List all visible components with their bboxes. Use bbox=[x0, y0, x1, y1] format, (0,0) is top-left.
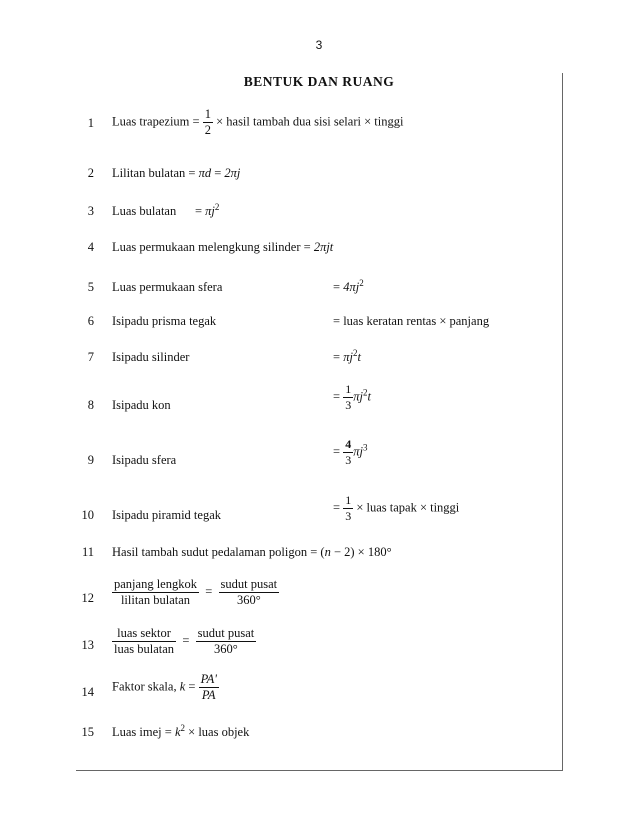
formula-expression: 2πjt bbox=[313, 240, 334, 254]
fraction-numerator: 1 bbox=[204, 107, 211, 121]
formula-expression: πj bbox=[205, 204, 215, 218]
formula-variable: k bbox=[179, 679, 186, 694]
bottom-border-line bbox=[76, 770, 563, 771]
fraction-denominator: 3 bbox=[345, 509, 352, 523]
formula-label: Lilitan bulatan bbox=[112, 166, 186, 180]
fraction-numerator: PA' bbox=[200, 672, 217, 686]
formula-number: 3 bbox=[87, 204, 94, 218]
formula-variable: k bbox=[174, 725, 181, 739]
fraction-denominator: 360° bbox=[236, 593, 261, 607]
formula-sphere-volume-label: Isipadu sfera bbox=[112, 453, 177, 467]
fraction-numerator: luas sektor bbox=[112, 626, 176, 642]
fraction bbox=[203, 107, 213, 138]
exponent: 2 bbox=[180, 723, 186, 733]
formula-number: 14 bbox=[81, 685, 94, 699]
formula-label: Luas permukaan melengkung silinder bbox=[112, 240, 301, 254]
formula-sector-ratio: $\frac{\text{luas sektor}}{\text{luas bulatan}}$ = $\frac{\text{sudut pusat}}{360^\circ}$ bbox=[114, 626, 255, 656]
fraction-numerator: 4 bbox=[345, 437, 352, 451]
formula-expression: πj bbox=[353, 444, 363, 459]
exponent: 3 bbox=[362, 442, 368, 453]
formula-sphere-volume: = $\frac{4}{3}$ $\pi j^3$ bbox=[333, 437, 368, 467]
formula-cone-volume: = $\frac{1}{3}$ $\pi j^2t$ bbox=[333, 382, 371, 412]
fraction bbox=[343, 382, 353, 413]
fraction-denominator: 3 bbox=[345, 453, 352, 467]
formula-arc-ratio: $\frac{\text{panjang lengkok}}{\text{lilitan bulatan}}$ = $\frac{\text{sudut pusat}}{360^\circ}$ bbox=[114, 577, 278, 607]
fraction-numerator: sudut pusat bbox=[220, 577, 278, 591]
fraction-denominator: 2 bbox=[204, 123, 211, 137]
formula-number: 15 bbox=[81, 725, 94, 739]
exponent: 2 bbox=[352, 348, 358, 358]
formula-expression: πj bbox=[343, 350, 353, 364]
formula-sphere-surface: = $4\pi j^2$ bbox=[333, 278, 364, 294]
exponent: 2 bbox=[362, 387, 368, 398]
formula-cylinder-volume: = $\pi j^2t$ bbox=[333, 348, 361, 364]
page-number: 3 bbox=[315, 38, 323, 52]
formula-label: Luas trapezium bbox=[112, 114, 190, 129]
fraction bbox=[112, 626, 176, 657]
fraction-numerator: sudut pusat bbox=[197, 626, 255, 640]
exponent: 2 bbox=[359, 278, 364, 288]
formula-rest: × hasil tambah dua sisi selari × tinggi bbox=[216, 114, 404, 129]
formula-polygon-interior-angles: Hasil tambah sudut pedalaman poligon = (n − 2) × 180° bbox=[112, 545, 392, 559]
formula-label: Hasil tambah sudut pedalaman poligon bbox=[112, 545, 308, 559]
formula-expression: ( bbox=[320, 545, 325, 559]
formula-expression: πd bbox=[198, 166, 212, 180]
formula-number: 13 bbox=[81, 638, 94, 652]
formula-number: 9 bbox=[87, 453, 94, 467]
formula-sphere-surface-label: Luas permukaan sfera bbox=[112, 280, 223, 294]
formula-number: 7 bbox=[87, 350, 94, 364]
formula-number: 11 bbox=[81, 545, 94, 559]
formula-variable: n bbox=[324, 545, 331, 559]
fraction-denominator: PA bbox=[201, 688, 216, 702]
formula-trapezium-area: Luas trapezium = $\frac{1}{2}$ × hasil tambah dua sisi selari × tinggi bbox=[112, 107, 404, 137]
formula-expression: luas keratan rentas × panjang bbox=[343, 314, 490, 328]
page-title: BENTUK DAN RUANG bbox=[243, 74, 395, 89]
formula-number: 4 bbox=[87, 240, 94, 254]
formula-cylinder-curved-surface: Luas permukaan melengkung silinder = 2πjt bbox=[112, 240, 334, 254]
formula-number: 5 bbox=[87, 280, 94, 294]
formula-image-area: Luas imej = $k^2$ × luas objek bbox=[112, 723, 250, 739]
right-border-line bbox=[562, 73, 563, 770]
fraction bbox=[199, 672, 219, 703]
fraction bbox=[196, 626, 257, 657]
formula-expression: πj bbox=[353, 389, 363, 404]
formula-pyramid-volume-label: Isipadu piramid tegak bbox=[112, 508, 221, 522]
fraction bbox=[343, 437, 353, 468]
formula-number: 1 bbox=[87, 116, 94, 130]
formula-number: 10 bbox=[81, 508, 94, 522]
fraction bbox=[343, 493, 353, 524]
fraction-denominator: 360° bbox=[214, 642, 238, 656]
fraction-denominator: luas bulatan bbox=[114, 642, 175, 656]
formula-expression: t bbox=[357, 350, 361, 364]
exponent: 2 bbox=[214, 202, 220, 212]
formula-prism-volume-label: Isipadu prisma tegak bbox=[112, 314, 217, 328]
formula-expression: − 2) × 180° bbox=[333, 545, 392, 559]
formula-expression: t bbox=[367, 389, 371, 404]
formula-expression: 4πj bbox=[343, 280, 360, 294]
formula-scale-factor: Faktor skala, k = $\frac{PA'}{PA}$ bbox=[112, 672, 217, 702]
formula-circle-circumference: Lilitan bulatan = πd = 2πj bbox=[112, 166, 241, 180]
formula-number: 8 bbox=[87, 398, 94, 412]
fraction-numerator: 1 bbox=[345, 382, 352, 396]
formula-number: 6 bbox=[87, 314, 94, 328]
formula-circle-area: Luas bulatan = $\pi j^2$ bbox=[112, 202, 220, 218]
fraction-denominator: 3 bbox=[345, 398, 352, 412]
formula-label: Luas bulatan bbox=[112, 204, 177, 218]
formula-cone-volume-label: Isipadu kon bbox=[112, 398, 171, 412]
fraction bbox=[112, 577, 199, 608]
formula-rest: × luas objek bbox=[188, 725, 250, 739]
formula-prism-volume: = luas keratan rentas × panjang bbox=[333, 314, 490, 328]
fraction-numerator: 1 bbox=[345, 493, 352, 507]
formula-rest: × luas tapak × tinggi bbox=[356, 500, 460, 515]
formula-label: Faktor skala, bbox=[112, 679, 177, 694]
fraction-denominator: lilitan bulatan bbox=[120, 593, 191, 607]
formula-number: 12 bbox=[81, 591, 94, 605]
formula-number: 2 bbox=[87, 166, 94, 180]
fraction-numerator: panjang lengkok bbox=[114, 577, 197, 591]
formula-expression: 2πj bbox=[224, 166, 241, 180]
formula-pyramid-volume: = $\frac{1}{3}$ × luas tapak × tinggi bbox=[333, 493, 460, 523]
formula-label: Luas imej bbox=[112, 725, 162, 739]
fraction bbox=[219, 577, 280, 608]
formula-cylinder-volume-label: Isipadu silinder bbox=[112, 350, 190, 364]
